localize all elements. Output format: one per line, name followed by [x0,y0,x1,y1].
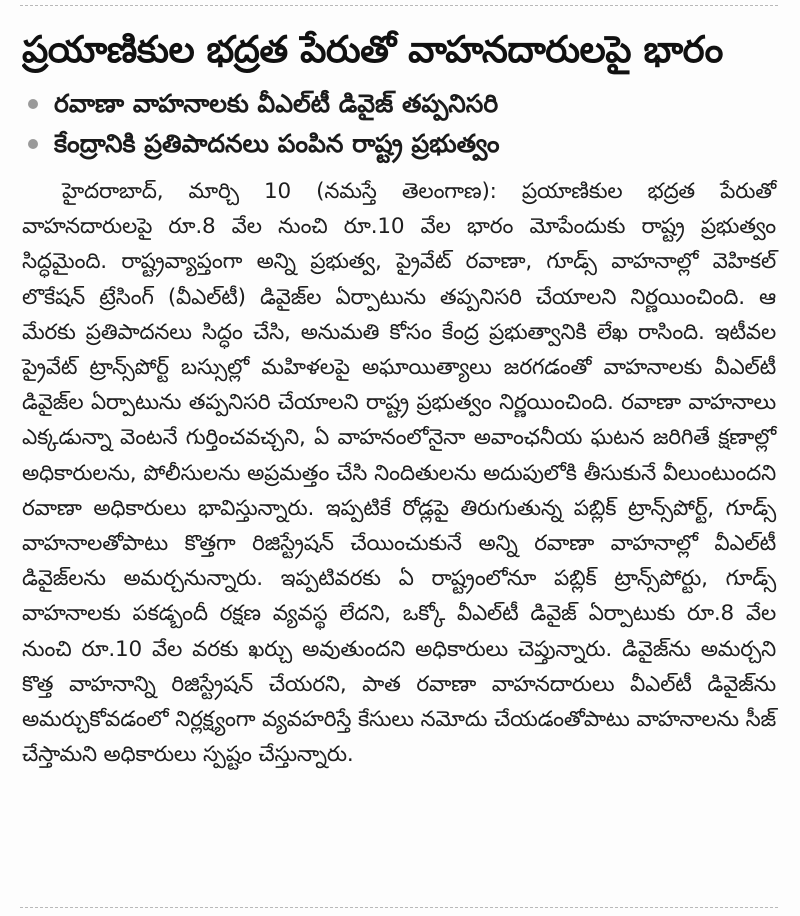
top-dashed-rule [20,5,778,6]
bottom-dashed-rule [20,907,778,908]
subhead-list [22,84,776,164]
subhead-text: రవాణా వాహనాలకు వీఎల్‌టీ డివైజ్ తప్పనిసరి [54,89,499,118]
subhead-item [22,124,776,164]
bullet-dot-icon [28,99,38,109]
article-body: హైదరాబాద్, మార్చి 10 (నమస్తే తెలంగాణ): ప్రయాణికుల భద్రత పేరుతో వాహనదారులపై రూ.8 వేల నుంచి రూ.10 వేల భారం మోపేందుకు రాష్ట్ర ప్రభుత్వం సిద్ధమైంది. రాష్ట్రవ్యాప్తంగా అన్ని ప్రభుత్వ, ప్రైవేట్ రవాణా, గూడ్స్ వాహనాల్లో వెహికల్ లొకేషన్ ట్రేసింగ్ (వీఎల్‌టీ) డివైజ్‌ల ఏర్పాటును తప్పనిసరి చేయాలని నిర్ణయించింది. ఆ మేరకు ప్రతిపాదనలు సిద్ధం చేసి, అనుమతి కోసం కేంద్ర ప్రభుత్వానికి లేఖ రాసింది. ఇటీవల ప్రైవేట్ ట్రాన్స్‌పోర్ట్ బస్సుల్లో మహిళలపై అఘాయిత్యాలు జరగడంతో వాహనాలకు వీఎల్‌టీ డివైజ్‌ల ఏర్పాటును తప్పనిసరి చేయాలని రాష్ట్ర ప్రభుత్వం నిర్ణయించింది. రవాణా వాహనాలు ఎక్కడున్నా వెంటనే గుర్తించవచ్చని, ఏ వాహనంలోనైనా అవాంఛనీయ ఘటన జరిగితే క్షణాల్లో అధికారులను, పోలీసులను అప్రమత్తం చేసి నిందితులను అదుపులోకి తీసుకునే వీలుంటుందని రవాణా అధికారులు భావిస్తున్నారు. ఇప్పటికే రోడ్లపై తిరుగుతున్న పబ్లిక్ ట్రాన్స్‌పోర్ట్, గూడ్స్ వాహనాలతోపాటు కొత్తగా రిజిస్ట్రేషన్ చేయించుకునే అన్ని రవాణా వాహనాల్లో వీఎల్‌టీ డివైజ్‌లను అమర్చనున్నారు. ఇప్పటివరకు ఏ రాష్ట్రంలోనూ పబ్లిక్ ట్రాన్స్‌పోర్టు, గూడ్స్ వాహనాలకు పకడ్బందీ రక్షణ వ్యవస్థ లేదని, ఒక్కో వీఎల్‌టీ డివైజ్ ఏర్పాటుకు రూ.8 వేల నుంచి రూ.10 వేల వరకు ఖర్చు అవుతుందని అధికారులు చెప్తున్నారు. డివైజ్‌ను అమర్చని కొత్త వాహనాన్ని రిజిస్ట్రేషన్ చేయరని, పాత రవాణా వాహనదారులు వీఎల్‌టీ డివైజ్‌ను అమర్చుకోవడంలో నిర్లక్ష్యంగా వ్యవహరిస్తే కేసులు నమోదు చేయడంతోపాటు వాహనాలను సీజ్ చేస్తామని అధికారులు స్పష్టం చేస్తున్నారు. [22,179,776,768]
subhead-text: కేంద్రానికి ప్రతిపాదనలు పంపిన రాష్ట్ర ప్రభుత్వం [54,129,500,158]
subhead-item [22,84,776,124]
article-headline: ప్రయాణికుల భద్రత పేరుతో వాహనదారులపై భారం [22,28,723,71]
bullet-dot-icon [28,139,38,149]
